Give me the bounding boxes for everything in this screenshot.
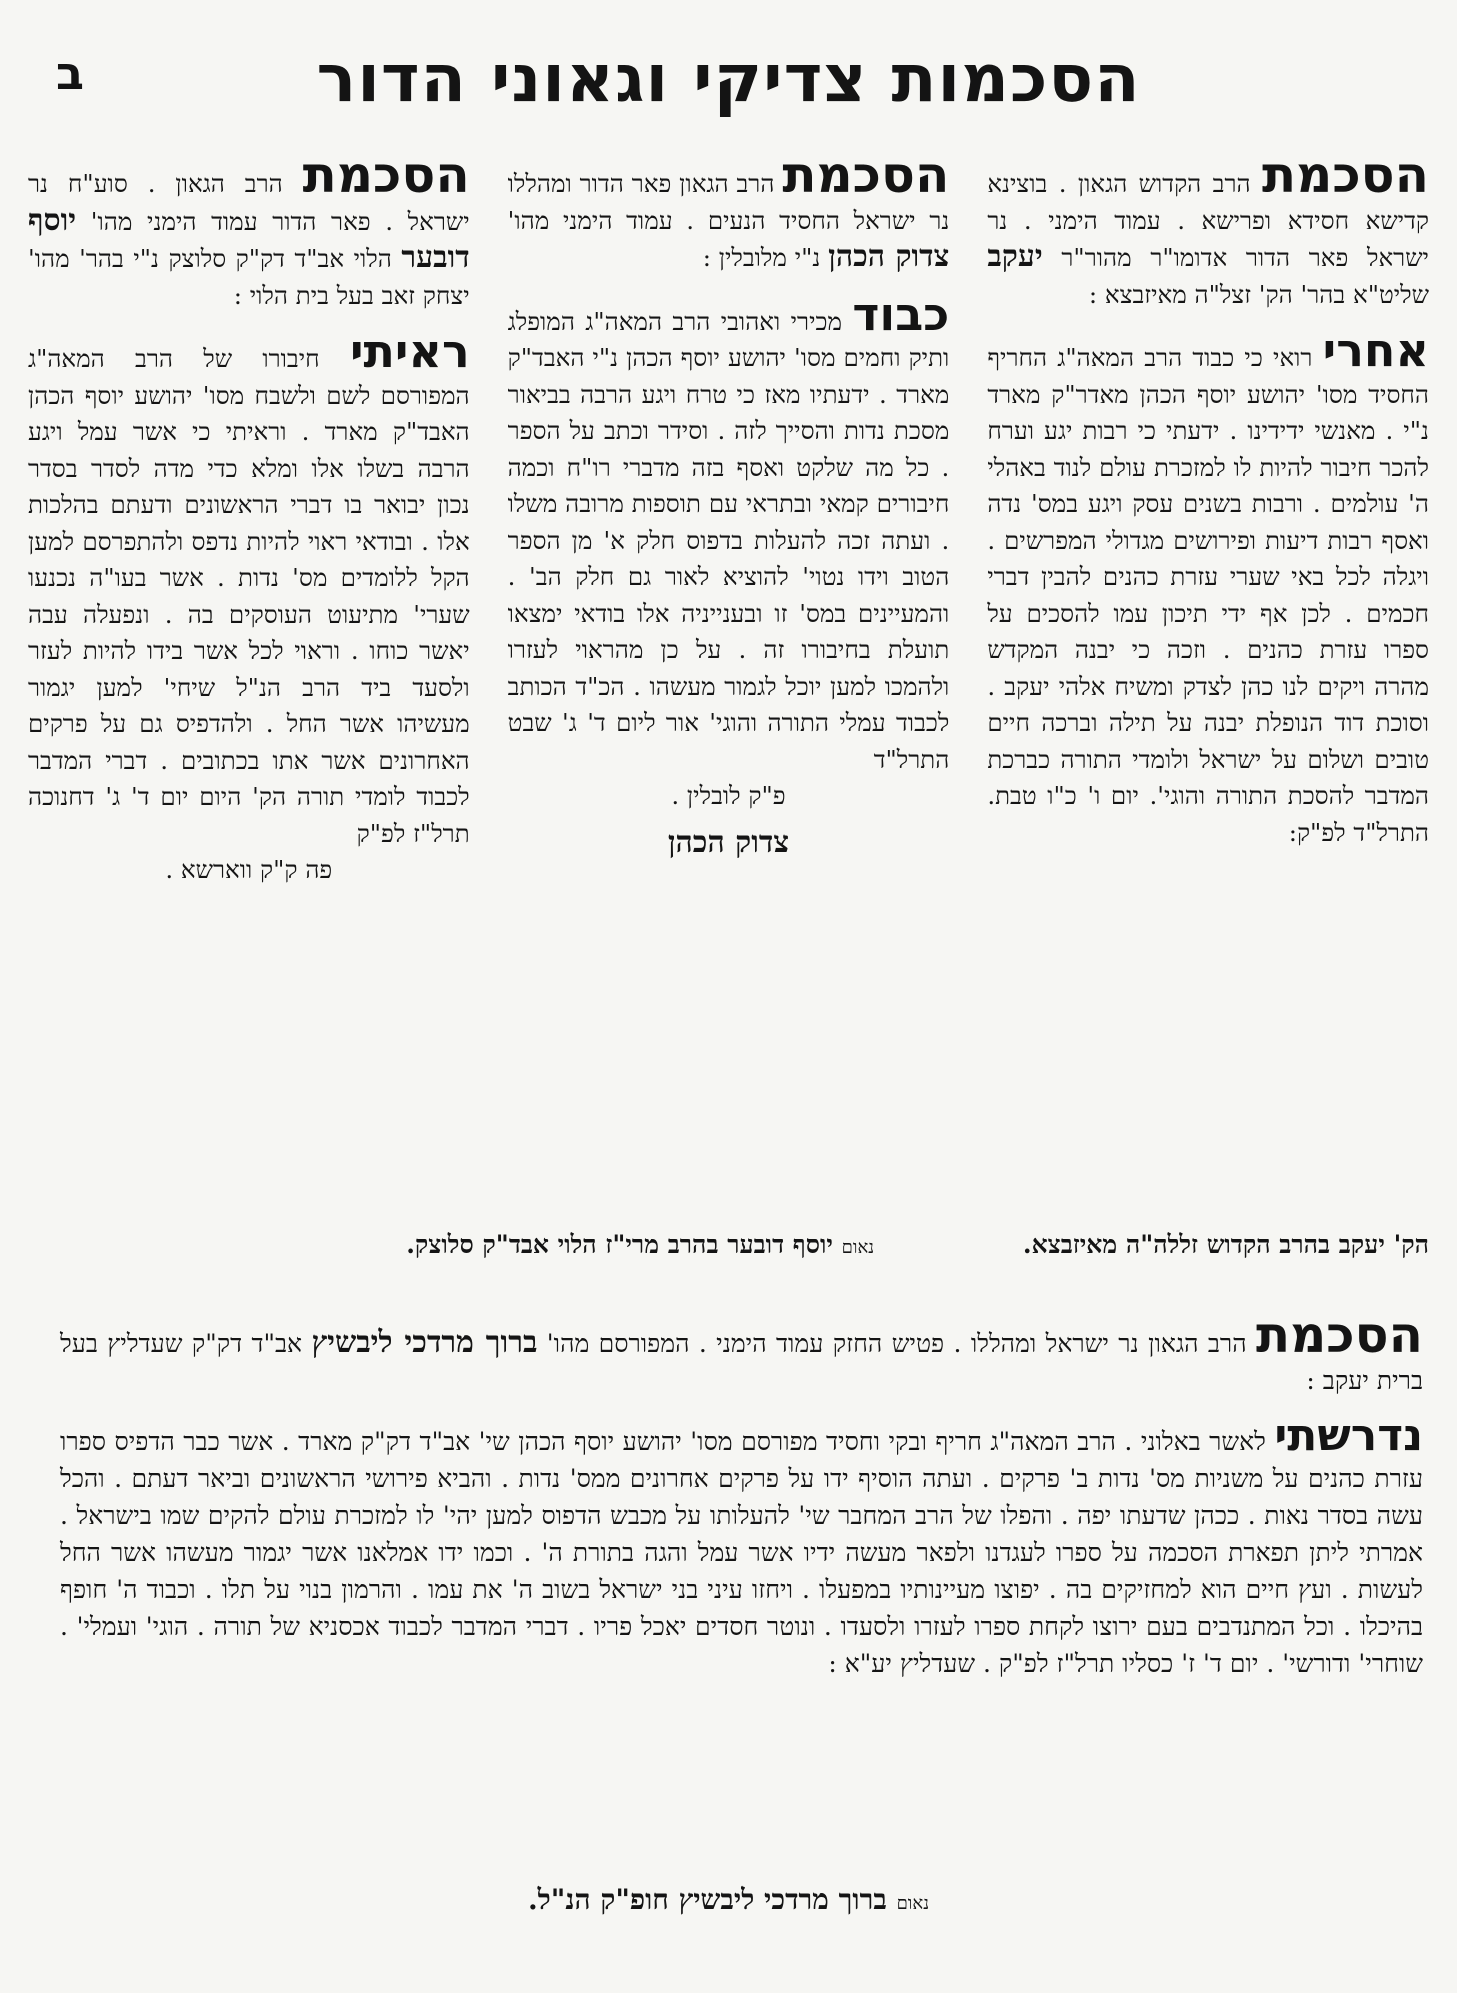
- body-heading: נדרשתי: [1274, 1410, 1423, 1461]
- approbation-heading: הסכמת: [1255, 1306, 1423, 1364]
- approbation-heading: הסכמת: [782, 150, 950, 204]
- signature-prefix: נאום: [841, 1237, 875, 1258]
- approbation-heading: הסכמת: [302, 150, 470, 204]
- body-text: רואי כי כבוד הרב המאה"ג החריף החסיד מסו' יהושע יוסף הכהן מאדר"ק מארד נ"י . מאנשי ידידינו . ידעתי כי רבות יגע וערח להכר חיבור להיות לו למזכרת עולם לנוד באהלי ה' עולמים . ורבות בשנים עסק ויגע במס' נדה ואסף רבות דיעות ופירושים מגדולי המפרשים . ויגלה לכל באי שערי עזרת כהנים להבין דברי חכמים . לכן אף ידי תיכון עמו להסכים על ספרו עזרת כהנים . וזכה כי יבנה המקדש מהרה ויקים לנו כהן לצדק ומשיח אלהי יעקב . וסוכת דוד הנופלת יבנה על תילה וברכה חיים טובים ושלום על ישראל ולומדי התורה כברכת המדבר להסכת התורה והוגי'. יום ו' כ"ו טבת. התרל"ד לפ"ק:: [987, 343, 1429, 847]
- signature-left-name: יוסף דובער בהרב מרי"ז הלוי אבד"ק סלוצק.: [406, 1230, 833, 1259]
- body-text: מכירי ואהובי הרב המאה"ג המופלג ותיק וחמים מסו' יהושע יוסף הכהן נ"י האבד"ק מארד . ידעתיו מאז כי טרח ויגע הרבה בביאור מסכת נדות והסייך לזה . וסידר וכתב על הספר . כל מה שלקט ואסף בזה מדברי רו"ח וכמה חיבורים קמאי ובתראי עם תוספות מרובה משלו . ועתה זכה להעלות בדפוס חלק א' מן הספר הטוב וידו נטוי' להוציא לאור גם חלק הב' . והמעיינים במס' זו ובענייניה אלו בודאי ימצאו תועלת בחיבורו זה . על כן מהראוי לעזרו ולהמכו למען יוכל לגמור מעשהו . הכ"ד הכותב לכבוד עמלי התורה והוגי' אור ליום ד' ג' שבט התרל"ד: [507, 306, 950, 774]
- rabbi-name: יעקב: [987, 239, 1043, 274]
- signature-left: [406, 1230, 874, 1259]
- page-header: [28, 38, 1429, 120]
- rabbi-name-suffix: אב"ד דק"ק שעדליץ בעל ברית יעקב :: [60, 1329, 1423, 1395]
- body-heading: ראיתי: [349, 324, 470, 378]
- approbation-body: [987, 323, 1429, 851]
- approbations-columns: [28, 150, 1429, 1210]
- approbation-intro: הרב הקדוש הגאון . בוצינא קדישא חסידא ופרישא . עמוד הימני . נר ישראל פאר הדור אדומו"ר מהור"ר: [987, 169, 1429, 272]
- place-line: פה ק"ק ווארשא .: [165, 855, 333, 884]
- closing-signature: [28, 1880, 1429, 1924]
- body-heading: כבוד: [852, 286, 950, 341]
- rabbi-name: יוסף דובער: [27, 202, 470, 275]
- approbation-left: [28, 150, 470, 1210]
- closing-name: ברוך מרדכי ליבשיץ חופ"ק הנ"ל.: [527, 1883, 887, 1916]
- rabbi-name-suffix: שליט"א בהר' הק' זצל"ה מאיזבצא :: [1088, 279, 1429, 309]
- signatures-row: [28, 1225, 1429, 1268]
- rabbi-name-suffix: נ"י מלובלין :: [702, 243, 821, 272]
- approbation-bottom: [60, 1306, 1423, 1682]
- place-line: פ"ק לובלין .: [671, 781, 786, 810]
- approbation-body: [507, 286, 950, 779]
- body-heading: אחרי: [1322, 323, 1429, 377]
- closing-prefix: נאום: [896, 1893, 930, 1914]
- body-text: לאשר באלוני . הרב המאה"ג חריף ובקי וחסיד מפורסם מסו' יהושע יוסף הכהן שי' אב"ד דק"ק מארד . אשר כבר הדפיס ספרו עזרת כהנים על משניות מס' נדות ב' פרקים . ועתה הוסיף ידו על פרקים אחרונים ממס' נדות . והביא פירושי הראשונים וביאר דעתם . והכל עשה בסדר נאות . ככהן שדעתו יפה . והפלו של הרב המחבר שי' להעלותו על מכבש הדפוס למען יהי' לו למזכרת עולם להקים שמו בישראל . אמרתי ליתן תפארת הסכמה על ספרו לעגדנו ולפאר מעשה ידיו אשר עמל והגה בתורת ה' . וכמו ידו אמלאנו אשר יגמור מעשהו אשר החל לעשות . ועץ חיים הוא למחזיקים בה . יפוצו מעיינותיו במפעלו . ויחזו עיני בני ישראל בשוב ה' את עמו . והרמון בנוי על תלו . וכבוד ה' חופף בהיכלו . וכל המתנדבים בעם ירוצו לקחת ספרו לעזרו ולסעדו . ונוטר חסדים יאכל פריו . דברי המדבר לכבוד אכסניא של תורה . הוגי' ועמלי' . שוחרי' ודורשי' . יום ד' ז' כסליו תרל"ז לפ"ק . שעדליץ יע"א :: [60, 1427, 1423, 1678]
- approbation-right: [987, 150, 1429, 1210]
- approbation-body: [60, 1410, 1423, 1682]
- rabbi-name: צדוק הכהן: [828, 239, 950, 274]
- approbation-intro: הרב הגאון פאר הדור ומהללו נר ישראל החסיד הנעים . עמוד הימני מהו': [507, 169, 950, 235]
- body-text: חיבורו של הרב המאה"ג המפורסם לשם ולשבח מסו' יהושע יוסף הכהן האבד"ק מארד . וראיתי כי אשר עמל ויגע הרבה בשלו אלו ומלא כדי מדה לסדר בסדר נכון יבואר בו דברי הראשונים ודעתם בהלכות אלו . ובודאי ראוי להיות נדפס ולהתפרסם למען הקל ללומדים מס' נדות . אשר בעו"ה נכנעו שערי' מתיעוט העוסקים בה . ונפעלה עבה יאשר כוחו . וראוי לכל אשר בידו להיות לעזר ולסעד ביד הרב הנ"ל שיחי' למען יגמור מעשיהו אשר החל . ולהדפיס גם על פרקים האחרונים אשר אתו בכתובים . דברי המדבר לכבוד לומדי תורה הק' היום יום ד' ג' דחנוכה תרל"ז לפ"ק: [27, 344, 470, 848]
- page-number: ב: [56, 46, 85, 100]
- signature: צדוק הכהן: [667, 824, 790, 860]
- approbation-heading: הסכמת: [1261, 150, 1429, 204]
- signature-right: הק' יעקב בהרב הקדוש זללה"ה מאיזבצא.: [1022, 1230, 1429, 1259]
- approbation-intro: הרב הגאון נר ישראל ומהללו . פטיש החזק עמוד הימני . המפורסם מהו': [546, 1329, 1247, 1358]
- rabbi-name: ברוך מרדכי ליבשיץ: [311, 1325, 538, 1360]
- approbation-intro: הרב הגאון . סוע"ח נר ישראל . פאר הדור עמוד הימני מהו': [27, 169, 470, 236]
- approbation-body: [27, 324, 470, 852]
- rabbi-name-suffix: הלוי אב"ד דק"ק סלוצק נ"י בהר' מהו' יצחק זאב בעל בית הלוי :: [27, 244, 470, 310]
- approbation-middle: [508, 150, 950, 1210]
- page-title: הסכמות צדיקי וגאוני הדור: [316, 40, 1141, 117]
